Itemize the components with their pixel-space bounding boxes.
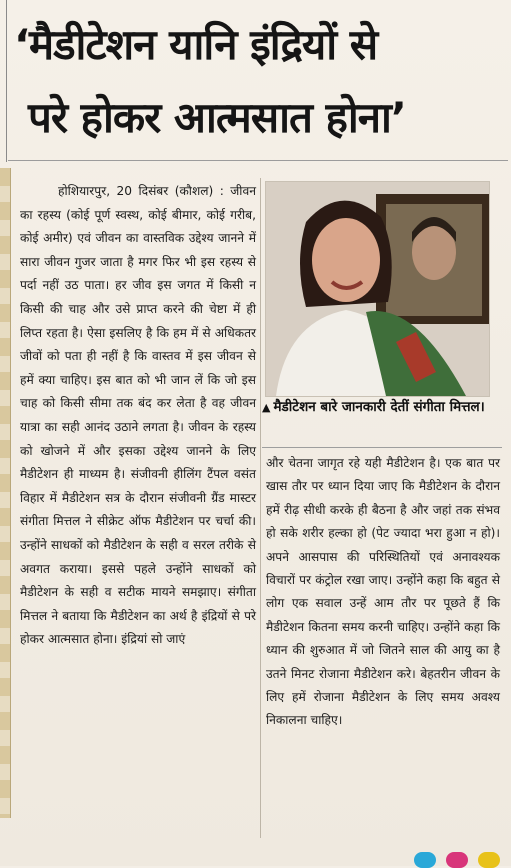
dateline: होशियारपुर, 20 दिसंबर (कौशल) : <box>58 184 224 198</box>
caption-arrow-icon: ▲ <box>262 401 271 414</box>
article-right-column <box>266 452 500 733</box>
photo-caption <box>262 398 492 417</box>
article-photo <box>265 181 490 397</box>
headline-rule <box>8 160 508 161</box>
headline-line-2: परे होकर आत्मसात होना’ <box>28 93 406 142</box>
right-column-text: और चेतना जागृत रहे यही मैडीटेशन है। एक बात पर खास तौर पर ध्यान दिया जाए कि मैडीटेशन के दौरान हमें रीढ़ सीधी करके ही बैठना है और जहां तक संभव हो सके शरीर हल्का हो (पेट ज्यादा भरा हुआ न हो)। अपने आसपास की परिस्थितियों एवं अनावश्यक विचारों पर कंट्रोल रखा जाए। उन्होंने कहा कि बहुत से लोग एक सवाल उन्हें आम तौर पर पूछते हैं कि मैडीटेशन कितना समय करनी चाहिए। उन्होंने कहा कि ध्यान की शुरुआत में जो जितने साल की आयु का है उतने मिनट रोजाना मैडीटेशन करे। बेहतरीन जीवन के लिए हमें रोजाना मैडीटेशन के लिए समय अवश्य निकालना चाहिए। <box>266 456 500 728</box>
adjacent-article-strip <box>0 168 11 818</box>
photo-illustration <box>266 182 489 396</box>
caption-text: मैडीटेशन बारे जानकारी देतीं संगीता मित्तल। <box>273 399 485 415</box>
headline-line-1: ‘मैडीटेशन यानि इंद्रियों से <box>14 20 378 69</box>
headline <box>14 8 500 154</box>
article-body-left <box>20 180 256 652</box>
left-column-text: जीवन का रहस्य (कोई पूर्ण स्वस्थ, कोई बीमार, कोई गरीब, कोई अमीर) एवं जीवन का वास्तविक उद्देश्य जानने में सारा जीवन गुजर जाता है मगर फिर भी इस रहस्य से पर्दा नहीं उठ पाता। हर जीव इस जगत में किसी न किसी की चाह और उसे प्राप्त करने की चेष्टा में ही लिप्त रहता है। ऐसा इसलिए है कि हम में से अधिकतर जीवों को पता ही नहीं है कि वास्तव में इस जीवन से हमें क्या चाहिए। इस बात को भी जान लें कि जो इस चाह को किसी सीमा तक बंद कर लेता है वह जीवन यात्रा का सही आनंद उठाने लगता है। जीवन के रहस्य को खोजने में और इसका उद्देश्य जानने के लिए मैडीटेशन ही माध्यम है। संजीवनी हीलिंग टैंपल वसंत विहार में मैडीटेशन सत्र के दौरान संजीवनी ग्रैंड मास्टर संगीता मित्तल ने सीक्रेट ऑफ मैडीटेशन पर चर्चा की। उन्होंने साधकों को मैडीटेशन के सही व सरल तरीके से अवगत कराया। इससे पहले उन्होंने साधकों को मैडीटेशन के सही व सटीक मायने समझाए। संगीता मित्तल ने बताया कि मैडीटेशन का अर्थ है इंद्रियों से परे होकर आत्मसात होना। इंद्रियां सो जाएं <box>20 184 256 647</box>
article-left-column <box>20 180 256 652</box>
adjacent-column-edge <box>0 0 7 162</box>
column-divider <box>260 178 261 838</box>
caption-rule <box>262 447 502 448</box>
